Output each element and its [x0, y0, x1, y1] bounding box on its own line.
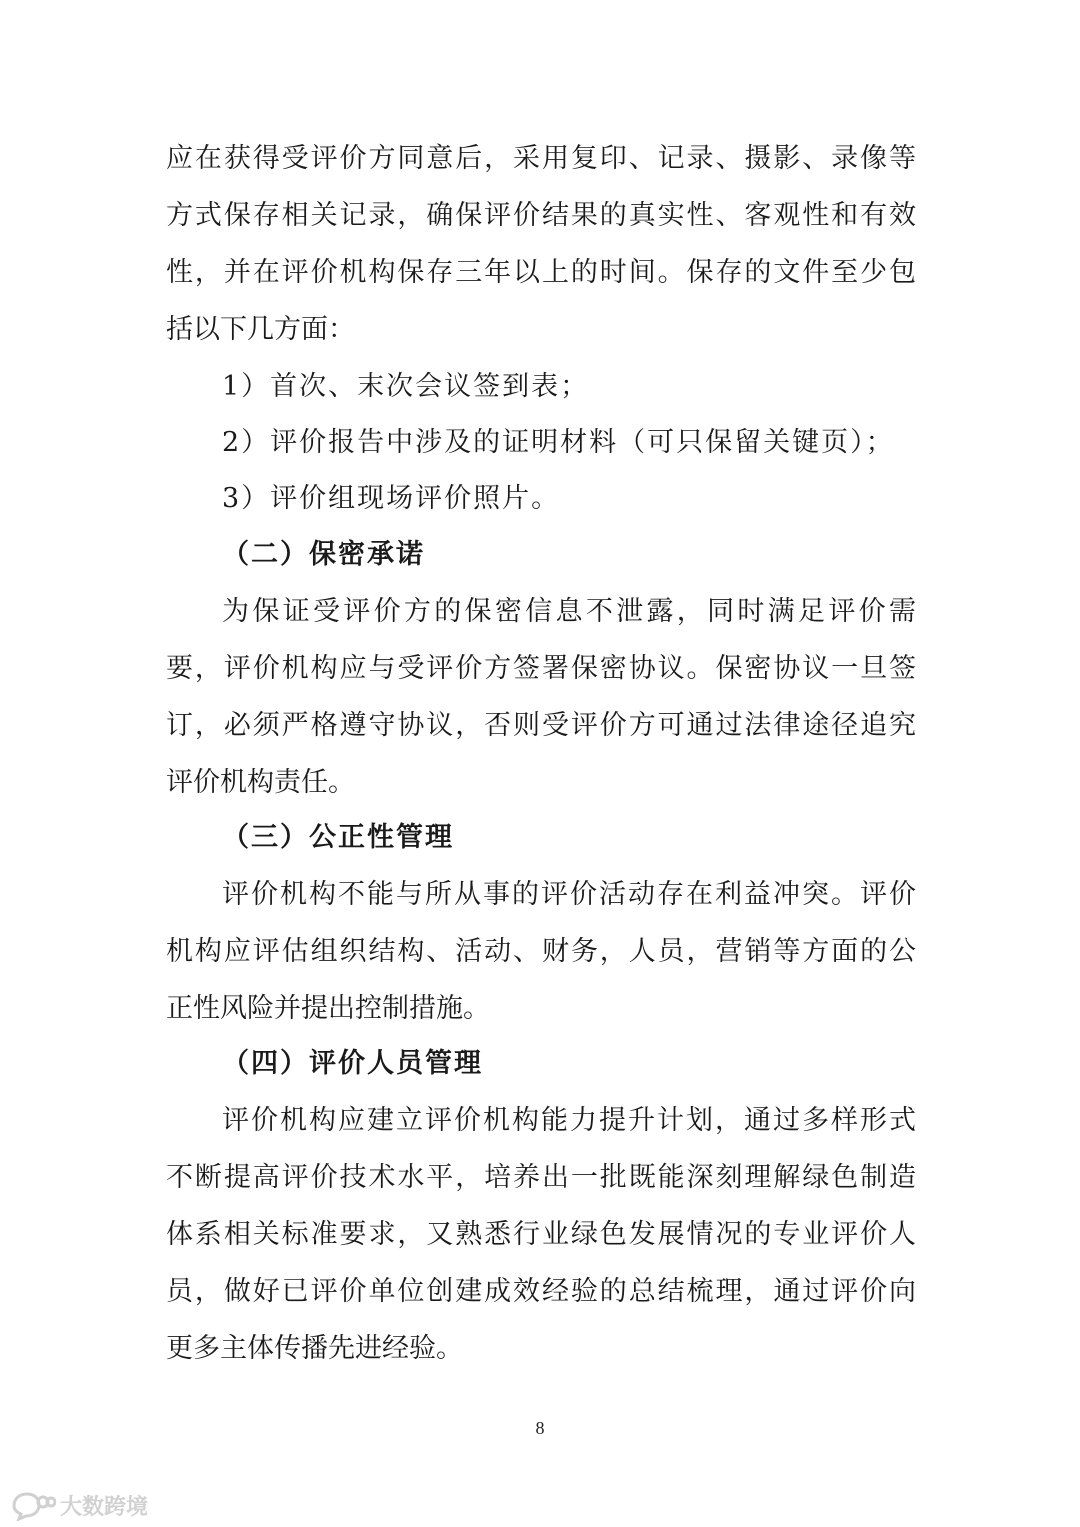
paragraph-line: 性，并在评价机构保存三年以上的时间。保存的文件至少包	[166, 257, 916, 288]
paragraph-line: 方式保存相关记录，确保评价结果的真实性、客观性和有效	[166, 200, 916, 231]
paragraph-line: 员，做好已评价单位创建成效经验的总结梳理，通过评价向	[166, 1276, 916, 1307]
paragraph-line: 应在获得受评价方同意后，采用复印、记录、摄影、录像等	[166, 143, 916, 174]
paragraph-line: 为保证受评价方的保密信息不泄露，同时满足评价需	[222, 596, 916, 627]
paragraph-line: 更多主体传播先进经验。	[166, 1333, 463, 1364]
section-heading: （三）公正性管理	[222, 822, 454, 853]
paragraph-line: 订，必须严格遵守协议，否则受评价方可通过法律途径追究	[166, 710, 916, 741]
list-item: 2）评价报告中涉及的证明材料（可只保留关键页）；	[222, 427, 895, 458]
paragraph-line: 评价机构不能与所从事的评价活动存在利益冲突。评价	[222, 879, 916, 910]
page-number: 8	[535, 1418, 545, 1438]
list-item: 3）评价组现场评价照片。	[222, 483, 561, 514]
paragraph-line: 不断提高评价技术水平，培养出一批既能深刻理解绿色制造	[166, 1162, 916, 1193]
paragraph-line: 机构应评估组织结构、活动、财务，人员，营销等方面的公	[166, 936, 916, 967]
watermark	[10, 1490, 148, 1521]
chat-bubble-icon	[10, 1491, 56, 1521]
paragraph-line: 评价机构责任。	[166, 767, 355, 798]
paragraph-line: 体系相关标准要求，又熟悉行业绿色发展情况的专业评价人	[166, 1219, 916, 1250]
watermark-text: 大数跨境	[60, 1495, 149, 1520]
section-heading: （四）评价人员管理	[222, 1048, 483, 1079]
paragraph-line: 评价机构应建立评价机构能力提升计划，通过多样形式	[222, 1105, 916, 1136]
paragraph-line: 正性风险并提出控制措施。	[166, 993, 490, 1024]
section-heading: （二）保密承诺	[222, 539, 425, 570]
paragraph-line: 括以下几方面：	[166, 314, 355, 345]
paragraph-line: 要，评价机构应与受评价方签署保密协议。保密协议一旦签	[166, 653, 916, 684]
list-item: 1）首次、末次会议签到表；	[222, 371, 590, 402]
